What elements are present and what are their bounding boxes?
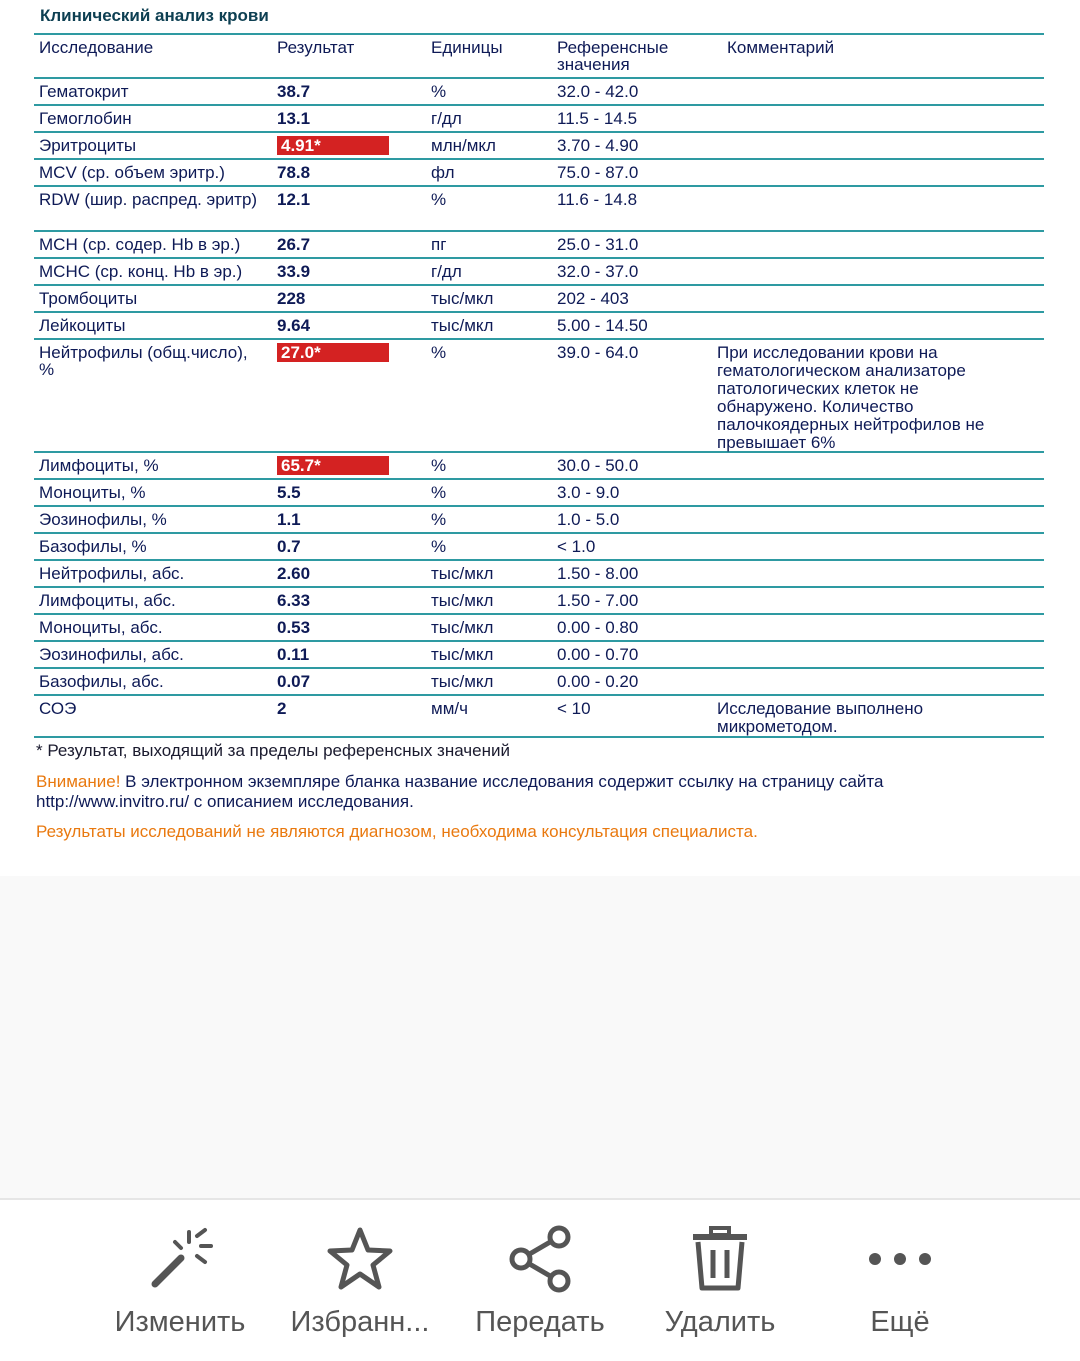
row-result-flagged: 65.7* bbox=[277, 456, 389, 475]
magic-wand-icon bbox=[90, 1224, 270, 1294]
share-button[interactable] bbox=[450, 1224, 630, 1339]
row-units: тыс/мкл bbox=[431, 618, 494, 637]
more-button[interactable] bbox=[810, 1224, 990, 1339]
row-result: 38.7 bbox=[277, 82, 311, 101]
more-dots-icon bbox=[810, 1224, 990, 1294]
row-units: тыс/мкл bbox=[431, 289, 494, 308]
row-result: 0.7 bbox=[277, 537, 301, 556]
table-header-row bbox=[34, 35, 1044, 79]
report-title: Клинический анализ крови bbox=[40, 6, 269, 25]
table-row bbox=[34, 340, 1044, 453]
row-name: СОЭ bbox=[39, 699, 77, 718]
row-comment: Исследование выполнено микрометодом. bbox=[717, 699, 924, 736]
table-row bbox=[34, 480, 1044, 507]
favorites-label: Избранн... bbox=[290, 1306, 430, 1338]
row-reference: 3.0 - 9.0 bbox=[557, 483, 620, 502]
table-row bbox=[34, 453, 1044, 480]
row-result: 6.33 bbox=[277, 591, 311, 610]
row-reference: 0.00 - 0.20 bbox=[557, 672, 639, 691]
row-result-flagged: 27.0* bbox=[277, 343, 389, 362]
row-reference: 11.6 - 14.8 bbox=[557, 190, 638, 209]
row-name: Нейтрофилы (общ.число), % bbox=[39, 343, 248, 379]
row-result: 2.60 bbox=[277, 564, 311, 583]
row-name: Лимфоциты, % bbox=[39, 456, 159, 475]
results-table bbox=[34, 33, 1044, 738]
row-name: Эозинофилы, % bbox=[39, 510, 167, 529]
table-row bbox=[34, 106, 1044, 133]
row-result: 1.1 bbox=[277, 510, 301, 529]
disclaimer: Результаты исследований не являются диагнозом, необходима консультация специалиста. bbox=[36, 822, 758, 841]
row-reference: 202 - 403 bbox=[557, 289, 629, 308]
row-result: 228 bbox=[277, 289, 306, 308]
table-row bbox=[34, 232, 1044, 259]
table-row bbox=[34, 561, 1044, 588]
row-result: 13.1 bbox=[277, 109, 311, 128]
row-reference: 1.50 - 7.00 bbox=[557, 591, 639, 610]
row-name: Гематокрит bbox=[39, 82, 129, 101]
row-result: 26.7 bbox=[277, 235, 311, 254]
row-reference: 5.00 - 14.50 bbox=[557, 316, 648, 335]
table-row bbox=[34, 642, 1044, 669]
row-name: Лейкоциты bbox=[39, 316, 126, 335]
row-reference: 0.00 - 0.70 bbox=[557, 645, 639, 664]
row-result: 0.53 bbox=[277, 618, 311, 637]
row-name: RDW (шир. распред. эритр) bbox=[39, 190, 258, 209]
row-name: Эритроциты bbox=[39, 136, 137, 155]
row-units: тыс/мкл bbox=[431, 645, 494, 664]
row-result: 9.64 bbox=[277, 316, 311, 335]
notice-text: В электронном экземпляре бланка название исследования содержит ссылку на страницу сайта http://www.invitro.ru/ с описанием исследования. bbox=[36, 772, 884, 811]
row-reference: 11.5 - 14.5 bbox=[557, 109, 638, 128]
row-name: Базофилы, абс. bbox=[39, 672, 164, 691]
share-icon bbox=[450, 1224, 630, 1294]
row-reference: 32.0 - 37.0 bbox=[557, 262, 639, 281]
delete-label: Удалить bbox=[664, 1306, 776, 1338]
table-row bbox=[34, 259, 1044, 286]
row-units: % bbox=[431, 537, 447, 556]
row-reference: 0.00 - 0.80 bbox=[557, 618, 639, 637]
row-units: % bbox=[431, 82, 447, 101]
row-reference: < 10 bbox=[557, 699, 591, 718]
row-result: 78.8 bbox=[277, 163, 311, 182]
row-reference: 3.70 - 4.90 bbox=[557, 136, 639, 155]
row-units: фл bbox=[431, 163, 455, 182]
star-icon bbox=[270, 1224, 450, 1294]
row-reference: 1.0 - 5.0 bbox=[557, 510, 620, 529]
row-name: Тромбоциты bbox=[39, 289, 138, 308]
table-row bbox=[34, 187, 1044, 232]
table-row bbox=[34, 313, 1044, 340]
table-row bbox=[34, 696, 1044, 738]
row-result: 12.1 bbox=[277, 190, 311, 209]
table-row bbox=[34, 160, 1044, 187]
row-units: % bbox=[431, 483, 447, 502]
edit-button[interactable] bbox=[90, 1224, 270, 1339]
row-units: % bbox=[431, 510, 447, 529]
delete-button[interactable] bbox=[630, 1224, 810, 1339]
row-name: Моноциты, % bbox=[39, 483, 146, 502]
table-row bbox=[34, 79, 1044, 106]
header-units: Единицы bbox=[431, 38, 503, 57]
row-units: тыс/мкл bbox=[431, 591, 494, 610]
table-row bbox=[34, 588, 1044, 615]
header-comment: Комментарий bbox=[727, 38, 835, 57]
table-row bbox=[34, 133, 1044, 160]
row-result: 33.9 bbox=[277, 262, 311, 281]
table-row bbox=[34, 534, 1044, 561]
row-reference: 25.0 - 31.0 bbox=[557, 235, 639, 254]
row-units: тыс/мкл bbox=[431, 672, 494, 691]
share-label: Передать bbox=[475, 1306, 605, 1338]
row-units: % bbox=[431, 343, 447, 362]
header-name: Исследование bbox=[39, 38, 154, 57]
row-units: г/дл bbox=[431, 109, 462, 128]
row-reference: 32.0 - 42.0 bbox=[557, 82, 639, 101]
more-label: Ещё bbox=[870, 1306, 930, 1338]
table-row bbox=[34, 615, 1044, 642]
row-name: Гемоглобин bbox=[39, 109, 132, 128]
row-units: пг bbox=[431, 235, 447, 254]
row-units: % bbox=[431, 190, 447, 209]
row-reference: 1.50 - 8.00 bbox=[557, 564, 639, 583]
row-result: 0.11 bbox=[277, 645, 310, 664]
row-reference: 30.0 - 50.0 bbox=[557, 456, 639, 475]
bottom-action-bar bbox=[0, 1198, 1080, 1361]
row-result-flagged: 4.91* bbox=[277, 136, 389, 155]
row-units: мм/ч bbox=[431, 699, 468, 718]
row-units: % bbox=[431, 456, 447, 475]
row-name: MCV (ср. объем эритр.) bbox=[39, 163, 225, 182]
table-row bbox=[34, 286, 1044, 313]
favorites-button[interactable] bbox=[270, 1224, 450, 1339]
row-name: Лимфоциты, абс. bbox=[39, 591, 176, 610]
row-name: Базофилы, % bbox=[39, 537, 147, 556]
row-name: Нейтрофилы, абс. bbox=[39, 564, 185, 583]
row-comment: При исследовании крови на гематологическом анализаторе патологических клеток не обнаружено. Количество палочкоядерных нейтрофилов не превышает 6% bbox=[717, 343, 985, 452]
table-row bbox=[34, 507, 1044, 534]
row-units: тыс/мкл bbox=[431, 564, 494, 583]
results-rows bbox=[34, 79, 1044, 738]
header-result: Результат bbox=[277, 38, 355, 57]
row-result: 2 bbox=[277, 699, 287, 718]
trash-icon bbox=[630, 1224, 810, 1294]
table-row bbox=[34, 669, 1044, 696]
row-reference: < 1.0 bbox=[557, 537, 596, 556]
row-name: MCH (ср. содер. Hb в эр.) bbox=[39, 235, 241, 254]
footnote: * Результат, выходящий за пределы референсных значений bbox=[36, 741, 510, 760]
header-reference: Референсные значения bbox=[557, 38, 669, 74]
row-reference: 75.0 - 87.0 bbox=[557, 163, 639, 182]
row-reference: 39.0 - 64.0 bbox=[557, 343, 639, 362]
row-units: тыс/мкл bbox=[431, 316, 494, 335]
row-result: 0.07 bbox=[277, 672, 311, 691]
row-result: 5.5 bbox=[277, 483, 301, 502]
row-name: Эозинофилы, абс. bbox=[39, 645, 184, 664]
notice bbox=[36, 772, 956, 812]
edit-label: Изменить bbox=[114, 1306, 246, 1338]
row-name: Моноциты, абс. bbox=[39, 618, 163, 637]
notice-prefix: Внимание! bbox=[36, 772, 121, 791]
row-units: г/дл bbox=[431, 262, 462, 281]
row-name: MCHC (ср. конц. Hb в эр.) bbox=[39, 262, 243, 281]
row-units: млн/мкл bbox=[431, 136, 496, 155]
